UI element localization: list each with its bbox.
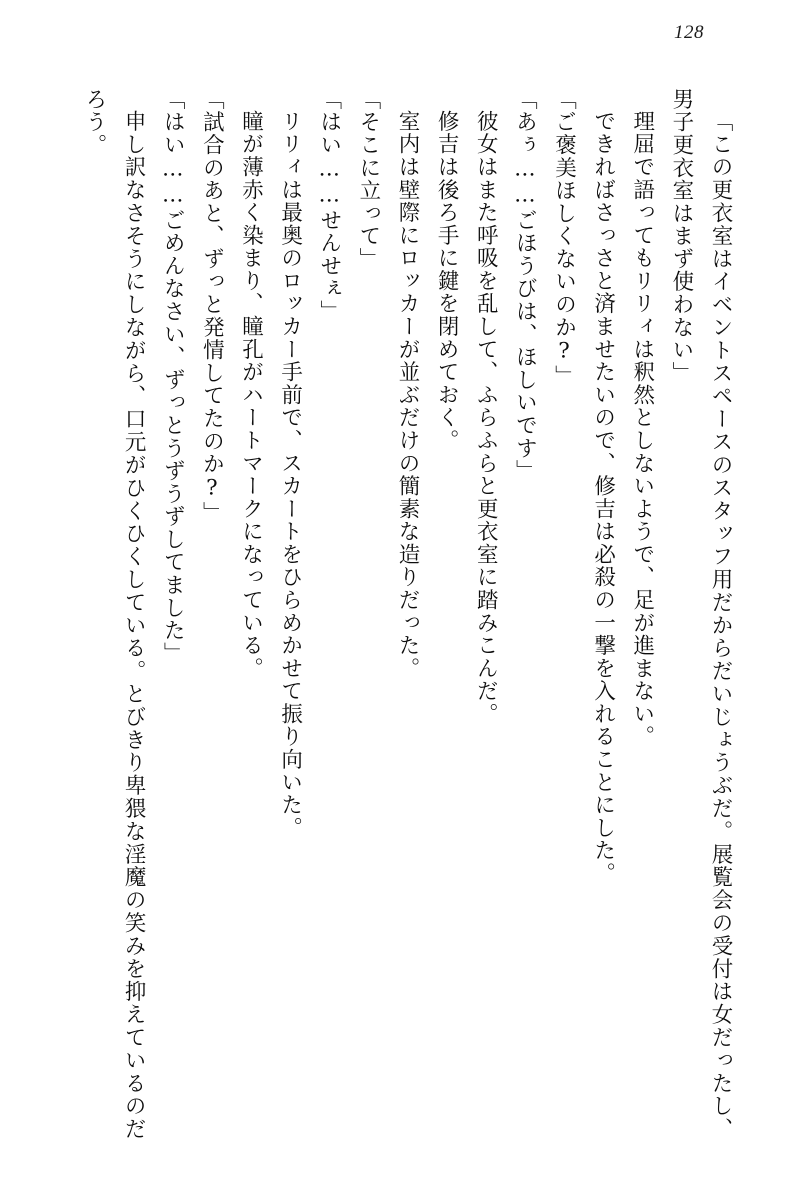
page-body-text	[52, 88, 740, 1140]
paragraph: 室内は壁際にロッカーが並ぶだけの簡素な造りだった。	[395, 109, 420, 680]
paragraph: 申し訳なさそうにしながら、口元がひくひくしている。とびきり卑猥な淫魔の笑みを抑えているのだろう。	[82, 88, 147, 1140]
paragraph: 「あぅ……ごほうびは、ほしいです」	[512, 88, 538, 483]
paragraph: 「はい……せんせぇ」	[316, 88, 342, 323]
paragraph: 「そこに立って」	[355, 88, 381, 271]
paragraph: 「はい……ごめんなさい、ずっとうずうずしてました」	[160, 88, 186, 665]
paragraph: できればさっさと済ませたいので、修吉は必殺の一撃を入れることにした。	[590, 109, 616, 885]
paragraph: 「試合のあと、ずっと発情してたのか?」	[199, 88, 225, 525]
paragraph: 理屈で語ってもリリィは釈然としないようで、足が進まない。	[629, 109, 655, 748]
page-number: 128	[674, 22, 704, 43]
paragraph: 「この更衣室はイベントスペースのスタッフ用だからだいじょうぶだ。展覧会の受付は女だったし、男子更衣室はまず使わない」	[668, 88, 733, 1140]
paragraph: リリィは最奥のロッカー手前で、スカートをひらめかせて振り向いた。	[277, 109, 303, 839]
paragraph: 修吉は後ろ手に鍵を閉めておく。	[434, 109, 460, 452]
paragraph: 瞳が薄赤く染まり、瞳孔がハートマークになっている。	[238, 109, 264, 680]
paragraph: 「ご褒美ほしくないのか?」	[551, 88, 577, 388]
paragraph: 彼女はまた呼吸を乱して、ふらふらと更衣室に踏みこんだ。	[473, 109, 499, 725]
